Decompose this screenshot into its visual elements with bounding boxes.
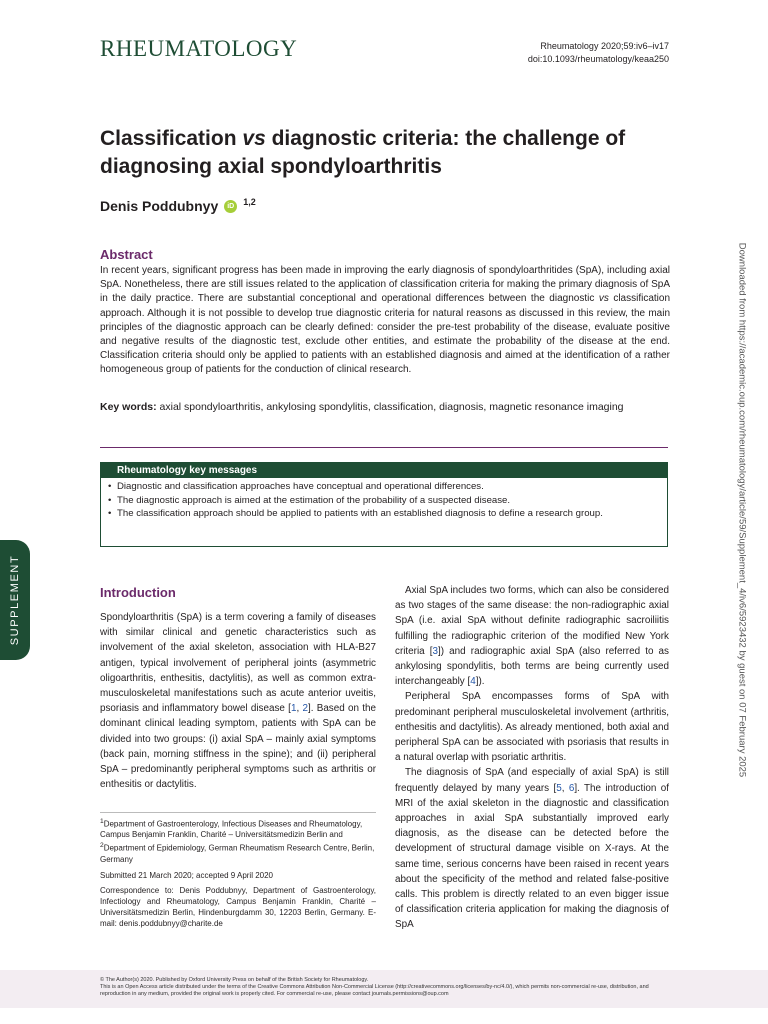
- intro-paragraph-2: [395, 583, 669, 689]
- intro-p1-text-a: Spondyloarthritis (SpA) is a term covering a family of diseases with similar clinical and genetic characteristics such as involvement of the axial skeleton, association with HLA-B27 antigen, typical involvement of peripheral joints (asymmetric oligoarthritis, enthesitis, dactylitis), as well as common extra-musculoskeletal manifestations such as acute anterior uveitis, psoriasis and inflammatory bowel disease [: [100, 612, 376, 715]
- intro-p2-text-c: ]).: [475, 676, 485, 688]
- keywords-label: Key words:: [100, 401, 157, 413]
- intro-p4-text-b: ]. The introduction of MRI of the axial skeleton in the diagnostic and classification approaches in axial SpA substantially improved early diagnosis, as the disease can be detected before the development of structural damage visible on X-rays. At the same time, serious concerns have been raised in recent years about the specificity of the method and related false-positive calls. This problem is directly related to an even bigger issue of classification criteria application for making the diagnosis of SpA: [395, 782, 669, 931]
- footnote-rule: [100, 812, 376, 813]
- abstract-part2: classification approach. Although it is not possible to develop true diagnostic criteria for natural reasons as discussed in this review, the main principles of the diagnostic approach can be clearly defined: consider the pre-test probability of the disease, evaluate positive and negative results of the diagnostic test, exclude other entities, and estimate the probability of the disease at the end. Classification criteria should only be applied to patients with an established diagnosis and aimed at the identification of a rather homogeneous group of patients for the conduction of clinical research.: [100, 293, 671, 376]
- title-part1: Classification: [100, 127, 243, 150]
- author-affiliation: 1,2: [243, 197, 256, 207]
- journal-logo: RHEUMATOLOGY: [100, 36, 298, 61]
- affil-text-b: Department of Epidemiology, German Rheumatism Research Centre, Berlin, Germany: [100, 843, 375, 864]
- footnotes: [100, 817, 376, 934]
- affiliations: [100, 817, 376, 866]
- supplement-label: SUPPLEMENT: [9, 554, 21, 646]
- intro-paragraph-4: The diagnosis of SpA (and especially of axial SpA) is still frequently delayed by many years [5, 6]. The introduction of MRI of the axial skeleton in the diagnostic and classification approaches in axial SpA substantially improved early diagnosis, as the disease can be detected before the development of structural damage visible on X-rays. At the same time, serious concerns have been raised in recent years about the specificity of the method and related false-positive calls. This problem is directly related to an even bigger issue of classification criteria application for making the diagnosis of SpA: [395, 767, 669, 931]
- author-line: [100, 198, 256, 214]
- correspondence: Correspondence to: Denis Poddubnyy, Department of Gastroenterology, Infectiology and Rheumatology, Campus Benjamin Franklin, Charité – Universitätsmedizin Berlin, Hindenburgdamm 30, 12203 Berlin, Germany. E-mail: denis.poddubnyy@charite.de: [100, 886, 376, 928]
- orcid-icon[interactable]: iD: [224, 200, 237, 213]
- reference-link[interactable]: 2: [302, 703, 308, 715]
- intro-paragraph-3: Peripheral SpA encompasses forms of SpA with predominant peripheral musculoskeletal involvement (arthritis, enthesitis and dactylitis). As already mentioned, both axial and peripheral SpA can be associated with psoriasis that results in a natural overlap with psoriatic arthritis.: [395, 691, 669, 764]
- reference-link[interactable]: 3: [432, 645, 439, 657]
- license-line-1: © The Author(s) 2020. Published by Oxford University Press on behalf of the British Society for Rheumatology.: [100, 977, 369, 983]
- license-line-2: This is an Open Access article distributed under the terms of the Creative Commons Attribution Non-Commercial License (http://creativecommons.org/licenses/by-nc/4.0/), which permits non-commercial re-use, distribution, and reproduction in any medium, provided the original work is properly cited. For commercial re-use, please contact journals.permissions@oup.com: [100, 984, 649, 997]
- key-messages-box: [100, 462, 668, 547]
- section-divider: [100, 447, 668, 448]
- abstract-text: [100, 264, 670, 378]
- intro-p2-text-a: Axial SpA includes two forms, which can also be considered as two stages of the same disease: the non-radiographic axial SpA (i.e. axial SpA without definite radiographic sacroiliitis fulfilling the radiographic criterion of the modified New York criteria [: [395, 585, 669, 657]
- reference-link[interactable]: 6: [568, 782, 575, 794]
- keywords-list: axial spondyloarthritis, ankylosing spondylitis, classification, diagnosis, magnetic resonance imaging: [156, 401, 624, 413]
- reference-link[interactable]: 1: [290, 703, 297, 715]
- abstract-heading: Abstract: [100, 247, 153, 262]
- title-vs: vs: [242, 127, 266, 150]
- license-text: [100, 977, 670, 998]
- key-messages-list: [101, 478, 667, 521]
- key-messages-heading: Rheumatology key messages: [101, 463, 667, 478]
- right-column: [395, 583, 669, 933]
- intro-p1-text-b: ]. Based on the dominant clinical leading symptom, patients with SpA can be divided into two groups: (i) axial SpA – mainly axial symptoms (back pain, morning stiffness in the spine); and (ii) peripheral SpA – predominantly peripheral symptoms such as arthritis or enthesitis or dactylitis.: [100, 703, 376, 791]
- reference-link[interactable]: 5: [556, 782, 562, 794]
- citation: [528, 40, 669, 65]
- intro-p2-text-b: ]) and radiographic axial SpA (also referred to as ankylosing spondylitis, both terms are being currently used interchangeably [: [395, 645, 669, 688]
- affil-text-a: Department of Gastroenterology, Infectious Diseases and Rheumatology, Campus Benjamin Franklin, Charité – Universitätsmedizin Berlin and: [100, 819, 363, 840]
- citation-volume: Rheumatology 2020;59:iv6–iv17: [540, 41, 669, 51]
- key-message-item: • The diagnostic approach is aimed at the estimation of the probability of a suspected disease.: [108, 494, 657, 508]
- key-message-item: • The classification approach should be applied to patients with an established diagnosis to define a research group.: [108, 507, 657, 521]
- intro-p4-text-a: The diagnosis of SpA (and especially of axial SpA) is still frequently delayed by many years [: [395, 767, 669, 794]
- intro-paragraph-1: Spondyloarthritis (SpA) is a term covering a family of diseases with similar clinical and genetic characteristics such as involvement of the axial skeleton, association with HLA-B27 antigen, typical involvement of peripheral joints (asymmetric oligoarthritis, enthesitis, dactylitis), as well as common extra-musculoskeletal manifestations such as acute anterior uveitis, psoriasis and inflammatory bowel disease [1, 2]. Based on the dominant clinical leading symptom, patients with SpA can be divided into two groups: (i) axial SpA – mainly axial symptoms (back pain, morning stiffness in the spine); and (ii) peripheral SpA – predominantly peripheral symptoms such as arthritis or enthesitis or dactylitis.: [100, 612, 376, 791]
- article-title: [100, 125, 670, 181]
- introduction-heading: Introduction: [100, 585, 176, 600]
- key-message-item: • Diagnostic and classification approaches have conceptual and operational differences.: [108, 480, 657, 494]
- affil-sup-2: 2: [100, 842, 104, 850]
- title-part2: diagnostic criteria: the challenge of diagnosing axial spondyloarthritis: [100, 127, 626, 178]
- affil-sup-1: 1: [100, 818, 104, 825]
- reference-link[interactable]: 4: [470, 676, 476, 688]
- keywords: [100, 400, 670, 415]
- author-name[interactable]: Denis Poddubnyy: [100, 198, 219, 214]
- citation-doi[interactable]: doi:10.1093/rheumatology/keaa250: [527, 53, 669, 64]
- submission-dates: Submitted 21 March 2020; accepted 9 April 2020: [100, 870, 273, 880]
- download-side-note: Downloaded from https://academic.oup.com/rheumatology/article/59/Supplement_4/iv6/5923432 by guest on 07 February 2025: [736, 242, 748, 778]
- abstract-part1: In recent years, significant progress has been made in improving the early diagnosis of spondyloarthritides (SpA), including axial SpA. Nonetheless, there are still issues related to the application of classification criteria for making the primary diagnosis of SpA in the daily practice. There are substantial conceptional and operational differences between the diagnostic: [100, 265, 670, 305]
- abstract-vs: vs: [598, 293, 609, 305]
